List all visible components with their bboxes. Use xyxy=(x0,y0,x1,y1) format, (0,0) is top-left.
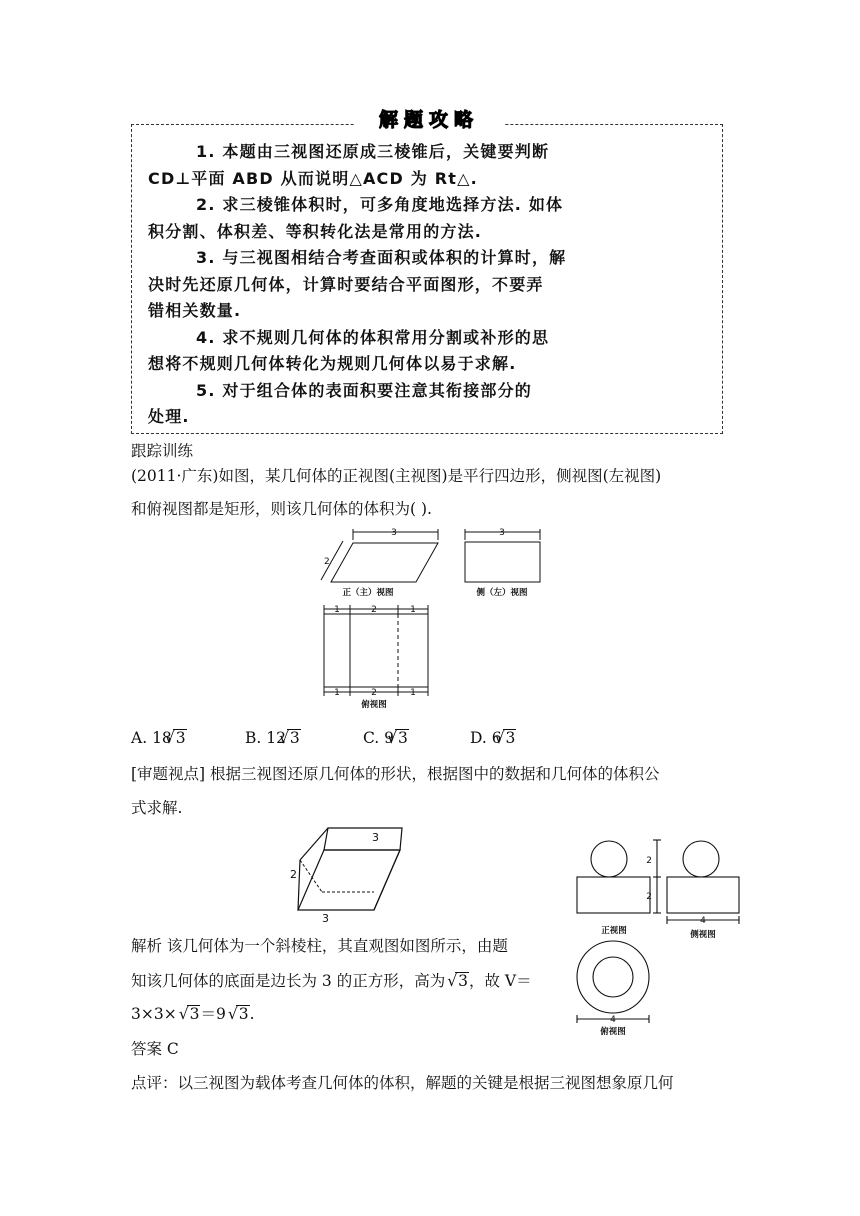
option-b-radicand: √ 3 xyxy=(287,729,301,746)
top-view-outer-circle xyxy=(577,941,649,1013)
strategy-line-6: 决时先还原几何体，计算时要结合平面图形，不要弄 xyxy=(148,275,544,294)
front-view-parallelogram xyxy=(331,543,438,582)
fig3-dim-4a: 4 xyxy=(700,916,706,926)
option-d-letter: D. xyxy=(470,729,487,747)
analysis-line-3: 3×3×√ 3＝9√ 3. xyxy=(131,1000,255,1028)
option-a-letter: A. xyxy=(131,729,148,747)
fig1-dim-2-top: 2 xyxy=(371,605,377,615)
fig1-dim-3-side: 3 xyxy=(499,528,505,538)
analysis-line-1: 解析 该几何体为一个斜棱柱，其直观图如图所示，由题 xyxy=(131,937,508,955)
fig3-dim-4b: 4 xyxy=(610,1015,616,1025)
section-label: 跟踪训练 xyxy=(131,442,194,460)
option-d-radicand: √ 3 xyxy=(503,729,517,746)
prism-label-2: 2 xyxy=(290,868,297,881)
fig1-dim-1-d: 1 xyxy=(410,688,416,698)
strategy-line-9: 想将不规则几何体转化为规则几何体以易于求解. xyxy=(148,354,517,373)
three-view-figure-2 xyxy=(568,834,752,1040)
analysis-line-2: 知该几何体的底面是边长为 3 的正方形，高为√ 3，故 V＝ xyxy=(131,967,532,995)
option-b-coef: 12 xyxy=(266,729,286,747)
prism-label-3-bottom: 3 xyxy=(322,912,329,922)
fig1-dim-1-a: 1 xyxy=(334,605,340,615)
fig1-dim-3-front: 3 xyxy=(391,528,397,538)
fig1-dim-1-b: 1 xyxy=(410,605,416,615)
option-c-coef: 9 xyxy=(384,729,395,747)
side-view-cylinder xyxy=(667,877,739,913)
top-view-rectangle xyxy=(324,614,428,687)
fig3-dim-2a: 2 xyxy=(646,856,652,866)
option-c-letter: C. xyxy=(363,729,380,747)
fig3-front-caption: 正视图 xyxy=(601,926,627,936)
option-b[interactable] xyxy=(245,724,301,752)
option-a-radicand: √ 3 xyxy=(173,729,187,746)
option-d[interactable] xyxy=(470,724,516,752)
option-c[interactable] xyxy=(363,724,409,752)
shenti-line-2: 式求解. xyxy=(131,799,183,817)
three-view-figure-1 xyxy=(310,528,550,713)
strategy-line-5: 3. 与三视图相结合考查面积或体积的计算时，解 xyxy=(196,248,567,267)
answer: 答案 C xyxy=(131,1040,179,1058)
fig3-dim-2b: 2 xyxy=(646,892,652,902)
top-view-caption: 俯视图 xyxy=(361,700,387,710)
slanted-prism-figure xyxy=(282,826,406,922)
option-c-radicand: √ 3 xyxy=(395,729,409,746)
option-a-coef: 18 xyxy=(152,729,172,747)
strategy-line-4: 积分割、体积差、等积转化法是常用的方法. xyxy=(148,222,483,241)
option-a[interactable] xyxy=(131,724,187,752)
shenti-line-1: [审题视点] 根据三视图还原几何体的形状，根据图中的数据和几何体的体积公 xyxy=(131,765,660,783)
option-d-coef: 6 xyxy=(491,729,502,747)
problem-line-1: (2011·广东)如图，某几何体的正视图(主视图)是平行四边形，侧视图(左视图) xyxy=(131,467,662,485)
comment: 点评：以三视图为载体考查几何体的体积，解题的关键是根据三视图想象原几何 xyxy=(131,1074,674,1092)
fig1-dim-1-c: 1 xyxy=(334,688,340,698)
fig1-dim-2-bottom: 2 xyxy=(371,688,377,698)
strategy-line-7: 错相关数量. xyxy=(148,301,242,320)
strategy-line-10: 5. 对于组合体的表面积要注意其衔接部分的 xyxy=(196,381,532,400)
strategy-line-1: 1. 本题由三视图还原成三棱锥后，关键要判断 xyxy=(196,142,550,161)
prism-label-3-top: 3 xyxy=(372,831,379,844)
strategy-line-11: 处理. xyxy=(148,407,190,426)
side-view-caption: 侧（左）视图 xyxy=(476,588,528,598)
top-view-inner-circle xyxy=(593,957,633,997)
side-view-rectangle xyxy=(465,542,540,582)
front-view-cylinder xyxy=(577,877,650,913)
side-view-sphere xyxy=(683,841,719,877)
front-view-sphere xyxy=(591,841,627,877)
fig3-side-caption: 侧视图 xyxy=(690,930,716,940)
fig3-top-caption: 俯视图 xyxy=(600,1027,626,1037)
front-view-caption: 正（主）视图 xyxy=(342,588,394,598)
problem-line-2: 和俯视图都是矩形，则该几何体的体积为( ). xyxy=(131,500,432,518)
strategy-line-2: CD⊥平面 ABD 从而说明△ACD 为 Rt△. xyxy=(148,169,478,188)
fig1-dim-2: 2 xyxy=(324,557,330,567)
strategy-box-title: 解题攻略 xyxy=(354,103,504,133)
strategy-line-3: 2. 求三棱锥体积时，可多角度地选择方法. 如体 xyxy=(196,195,564,214)
option-b-letter: B. xyxy=(245,729,262,747)
strategy-line-8: 4. 求不规则几何体的体积常用分割或补形的思 xyxy=(196,328,550,347)
